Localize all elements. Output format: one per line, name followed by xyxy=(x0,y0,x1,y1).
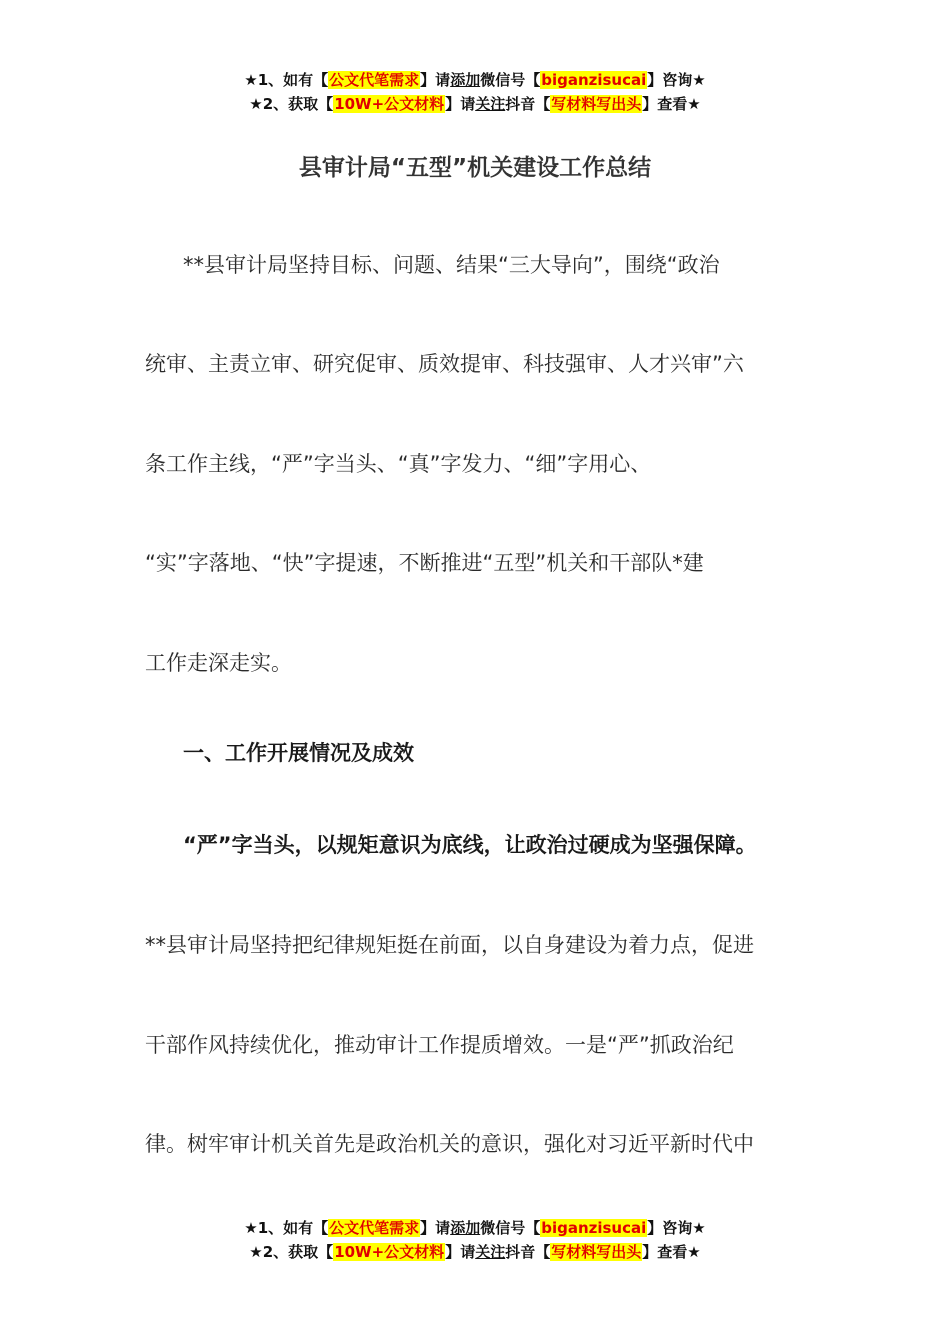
paragraph-line: 律。树牢审计机关首先是政治机关的意识，强化对习近平新时代中 xyxy=(145,1132,754,1156)
highlight-service: 公文代笔需求 xyxy=(329,1219,420,1237)
paragraph-line: “实”字落地、“快”字提速，不断推进“五型”机关和干部队*建 xyxy=(145,551,704,575)
paragraph-line: 工作走深走实。 xyxy=(145,651,292,675)
highlight-wechat-id: biganzisucai xyxy=(541,1219,647,1237)
document-title: 县审计局“五型”机关建设工作总结 xyxy=(298,155,652,181)
highlight-wechat-id: biganzisucai xyxy=(541,71,647,89)
highlight-materials: 10W+公文材料 xyxy=(334,1243,445,1261)
promo-banner-bottom xyxy=(0,1216,950,1264)
paragraph-line: **县审计局坚持目标、问题、结果“三大导向”，围绕“政治 xyxy=(183,253,720,277)
promo-line-2: ★2、获取【10W+公文材料】请关注抖音【写材料写出头】查看★ xyxy=(249,95,701,113)
subsection-heading: “严”字当头，以规矩意识为底线，让政治过硬成为坚强保障。 xyxy=(183,833,757,857)
paragraph-line: **县审计局坚持把纪律规矩挺在前面，以自身建设为着力点，促进 xyxy=(145,933,754,957)
promo-line-2: ★2、获取【10W+公文材料】请关注抖音【写材料写出头】查看★ xyxy=(249,1243,701,1261)
paragraph-line: 条工作主线，“严”字当头、“真”字发力、“细”字用心、 xyxy=(145,452,652,476)
highlight-materials: 10W+公文材料 xyxy=(334,95,445,113)
highlight-douyin-id: 写材料写出头 xyxy=(551,95,642,113)
section-heading: 一、工作开展情况及成效 xyxy=(183,741,414,765)
paragraph-line: 统审、主责立审、研究促审、质效提审、科技强审、人才兴审”六 xyxy=(145,352,744,376)
promo-banner-top xyxy=(0,68,950,116)
paragraph-line: 干部作风持续优化，推动审计工作提质增效。一是“严”抓政治纪 xyxy=(145,1033,734,1057)
promo-line-1: ★1、如有【公文代笔需求】请添加微信号【biganzisucai】咨询★ xyxy=(244,71,706,89)
highlight-service: 公文代笔需求 xyxy=(329,71,420,89)
promo-line-1: ★1、如有【公文代笔需求】请添加微信号【biganzisucai】咨询★ xyxy=(244,1219,706,1237)
highlight-douyin-id: 写材料写出头 xyxy=(551,1243,642,1261)
